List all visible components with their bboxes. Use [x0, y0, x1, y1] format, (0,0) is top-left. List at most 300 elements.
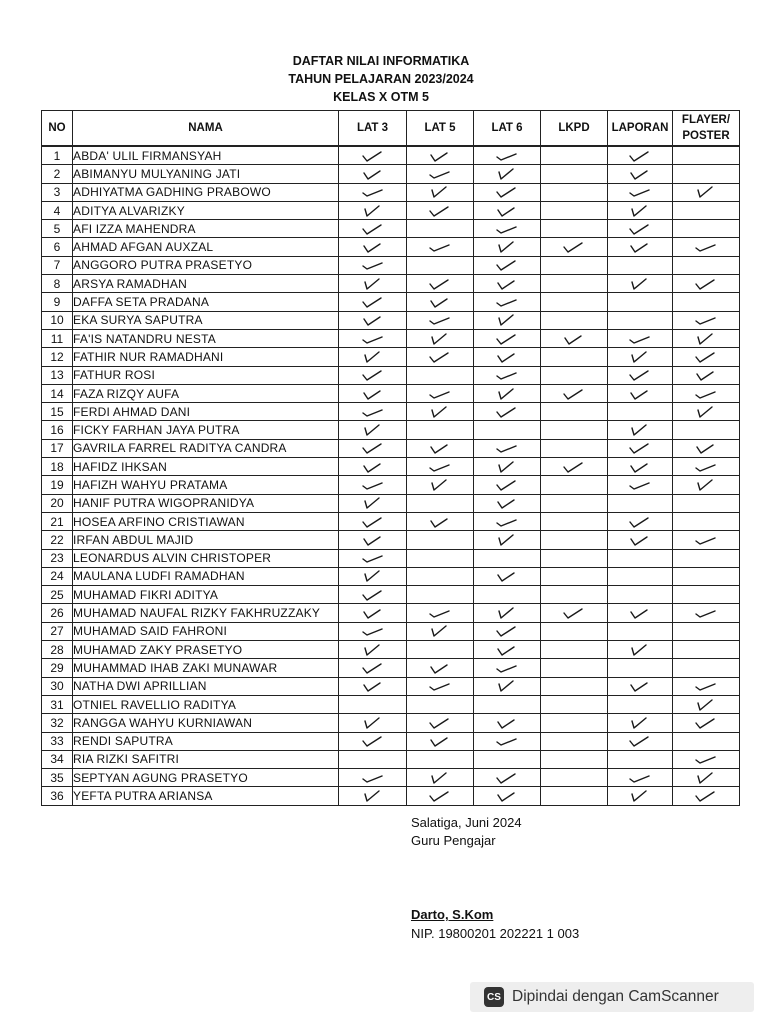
mark-cell-lat3 — [339, 586, 407, 604]
mark-cell-laporan — [608, 714, 673, 732]
mark-cell-laporan — [608, 586, 673, 604]
handwritten-check-icon — [628, 734, 652, 748]
mark-cell-lat5 — [407, 695, 474, 713]
mark-cell-lat6 — [474, 439, 541, 457]
student-no: 4 — [42, 201, 73, 219]
mark-cell-lat6 — [474, 586, 541, 604]
handwritten-check-icon — [495, 258, 519, 272]
mark-cell-laporan — [608, 769, 673, 787]
handwritten-check-icon — [495, 460, 519, 474]
student-no: 28 — [42, 641, 73, 659]
mark-cell-lat3 — [339, 329, 407, 347]
student-no: 5 — [42, 220, 73, 238]
student-name: ABIMANYU MULYANING JATI — [73, 165, 339, 183]
table-row — [42, 293, 740, 311]
teacher-name: Darto, S.Kom — [411, 907, 494, 922]
student-name: SEPTYAN AGUNG PRASETYO — [73, 769, 339, 787]
student-name: MUHAMAD NAUFAL RIZKY FAKHRUZZAKY — [73, 604, 339, 622]
mark-cell-lat6 — [474, 421, 541, 439]
table-row — [42, 476, 740, 494]
handwritten-check-icon — [495, 716, 519, 730]
student-name: ANGGORO PUTRA PRASETYO — [73, 256, 339, 274]
handwritten-check-icon — [361, 441, 385, 455]
handwritten-check-icon — [694, 752, 718, 766]
mark-cell-lkpd — [541, 293, 608, 311]
mark-cell-flayer — [673, 366, 740, 384]
mark-cell-lat5 — [407, 439, 474, 457]
student-no: 24 — [42, 567, 73, 585]
student-name: HOSEA ARFINO CRISTIAWAN — [73, 512, 339, 530]
handwritten-check-icon — [694, 533, 718, 547]
handwritten-check-icon — [428, 204, 452, 218]
table-row — [42, 659, 740, 677]
handwritten-check-icon — [495, 350, 519, 364]
student-no: 10 — [42, 311, 73, 329]
mark-cell-lat5 — [407, 604, 474, 622]
handwritten-check-icon — [628, 204, 652, 218]
mark-cell-lat5 — [407, 512, 474, 530]
title-line-2: TAHUN PELAJARAN 2023/2024 — [288, 72, 474, 86]
student-no: 1 — [42, 146, 73, 165]
mark-cell-lat6 — [474, 220, 541, 238]
student-no: 9 — [42, 293, 73, 311]
mark-cell-laporan — [608, 604, 673, 622]
student-no: 35 — [42, 769, 73, 787]
mark-cell-lkpd — [541, 421, 608, 439]
mark-cell-flayer — [673, 293, 740, 311]
student-no: 7 — [42, 256, 73, 274]
handwritten-check-icon — [361, 643, 385, 657]
handwritten-check-icon — [694, 277, 718, 291]
header-laporan: LAPORAN — [608, 111, 673, 147]
mark-cell-flayer — [673, 494, 740, 512]
mark-cell-lat3 — [339, 622, 407, 640]
table-row — [42, 238, 740, 256]
mark-cell-laporan — [608, 458, 673, 476]
mark-cell-laporan — [608, 439, 673, 457]
student-name: MUHAMAD SAID FAHRONI — [73, 622, 339, 640]
table-row — [42, 769, 740, 787]
mark-cell-lat5 — [407, 531, 474, 549]
handwritten-check-icon — [495, 624, 519, 638]
handwritten-check-icon — [361, 332, 385, 346]
handwritten-check-icon — [428, 295, 452, 309]
handwritten-check-icon — [495, 734, 519, 748]
mark-cell-flayer — [673, 403, 740, 421]
header-flayer-poster — [673, 111, 740, 147]
mark-cell-flayer — [673, 146, 740, 165]
mark-cell-flayer — [673, 659, 740, 677]
mark-cell-flayer — [673, 512, 740, 530]
mark-cell-lat6 — [474, 275, 541, 293]
handwritten-check-icon — [495, 405, 519, 419]
table-row — [42, 750, 740, 768]
mark-cell-lkpd — [541, 238, 608, 256]
mark-cell-lkpd — [541, 622, 608, 640]
handwritten-check-icon — [628, 716, 652, 730]
mark-cell-lkpd — [541, 329, 608, 347]
handwritten-check-icon — [495, 679, 519, 693]
handwritten-check-icon — [361, 368, 385, 382]
mark-cell-lkpd — [541, 458, 608, 476]
mark-cell-lat3 — [339, 494, 407, 512]
handwritten-check-icon — [694, 368, 718, 382]
mark-cell-lat3 — [339, 348, 407, 366]
mark-cell-laporan — [608, 201, 673, 219]
mark-cell-flayer — [673, 531, 740, 549]
mark-cell-lat3 — [339, 641, 407, 659]
student-no: 31 — [42, 695, 73, 713]
footer-place-date: Salatiga, Juni 2024 — [411, 815, 522, 830]
mark-cell-lat6 — [474, 567, 541, 585]
student-no: 6 — [42, 238, 73, 256]
mark-cell-lkpd — [541, 512, 608, 530]
handwritten-check-icon — [495, 149, 519, 163]
mark-cell-laporan — [608, 732, 673, 750]
mark-cell-lat6 — [474, 604, 541, 622]
student-name: RENDI SAPUTRA — [73, 732, 339, 750]
student-no: 13 — [42, 366, 73, 384]
mark-cell-lat6 — [474, 531, 541, 549]
mark-cell-lat3 — [339, 567, 407, 585]
header-lat5: LAT 5 — [407, 111, 474, 147]
mark-cell-lkpd — [541, 165, 608, 183]
student-name: ARSYA RAMADHAN — [73, 275, 339, 293]
handwritten-check-icon — [694, 350, 718, 364]
table-row — [42, 329, 740, 347]
mark-cell-lat6 — [474, 238, 541, 256]
mark-cell-lkpd — [541, 384, 608, 402]
handwritten-check-icon — [694, 313, 718, 327]
table-row — [42, 256, 740, 274]
student-name: HAFIZH WAHYU PRATAMA — [73, 476, 339, 494]
student-no: 25 — [42, 586, 73, 604]
mark-cell-lkpd — [541, 366, 608, 384]
handwritten-check-icon — [428, 771, 452, 785]
handwritten-check-icon — [694, 771, 718, 785]
table-row — [42, 714, 740, 732]
handwritten-check-icon — [428, 167, 452, 181]
table-row — [42, 201, 740, 219]
handwritten-check-icon — [361, 258, 385, 272]
header-flayer-line2: POSTER — [682, 130, 730, 142]
mark-cell-lkpd — [541, 146, 608, 165]
handwritten-check-icon — [361, 716, 385, 730]
mark-cell-lat5 — [407, 476, 474, 494]
table-row — [42, 586, 740, 604]
mark-cell-lat3 — [339, 421, 407, 439]
mark-cell-laporan — [608, 256, 673, 274]
mark-cell-lat3 — [339, 458, 407, 476]
handwritten-check-icon — [361, 496, 385, 510]
table-row — [42, 366, 740, 384]
mark-cell-lkpd — [541, 494, 608, 512]
handwritten-check-icon — [428, 350, 452, 364]
student-no: 14 — [42, 384, 73, 402]
handwritten-check-icon — [628, 277, 652, 291]
handwritten-check-icon — [694, 679, 718, 693]
handwritten-check-icon — [694, 332, 718, 346]
handwritten-check-icon — [428, 387, 452, 401]
table-row — [42, 677, 740, 695]
student-no: 15 — [42, 403, 73, 421]
student-no: 30 — [42, 677, 73, 695]
handwritten-check-icon — [495, 441, 519, 455]
mark-cell-lat3 — [339, 256, 407, 274]
student-no: 32 — [42, 714, 73, 732]
mark-cell-lat5 — [407, 348, 474, 366]
student-no: 18 — [42, 458, 73, 476]
mark-cell-flayer — [673, 384, 740, 402]
mark-cell-lat6 — [474, 750, 541, 768]
mark-cell-lkpd — [541, 659, 608, 677]
mark-cell-lat3 — [339, 384, 407, 402]
handwritten-check-icon — [428, 185, 452, 199]
handwritten-check-icon — [694, 478, 718, 492]
mark-cell-laporan — [608, 238, 673, 256]
mark-cell-flayer — [673, 329, 740, 347]
mark-cell-lat5 — [407, 787, 474, 805]
handwritten-check-icon — [361, 515, 385, 529]
handwritten-check-icon — [361, 478, 385, 492]
title-line-1: DAFTAR NILAI INFORMATIKA — [292, 54, 470, 68]
student-name: OTNIEL RAVELLIO RADITYA — [73, 695, 339, 713]
handwritten-check-icon — [495, 569, 519, 583]
mark-cell-laporan — [608, 641, 673, 659]
handwritten-check-icon — [628, 240, 652, 254]
mark-cell-lat6 — [474, 384, 541, 402]
handwritten-check-icon — [628, 423, 652, 437]
mark-cell-lat6 — [474, 165, 541, 183]
mark-cell-lat3 — [339, 183, 407, 201]
mark-cell-lat5 — [407, 659, 474, 677]
mark-cell-flayer — [673, 348, 740, 366]
handwritten-check-icon — [694, 405, 718, 419]
mark-cell-lkpd — [541, 531, 608, 549]
student-name: HANIF PUTRA WIGOPRANIDYA — [73, 494, 339, 512]
handwritten-check-icon — [495, 478, 519, 492]
grades-table — [41, 110, 740, 806]
mark-cell-lat3 — [339, 476, 407, 494]
handwritten-check-icon — [428, 679, 452, 693]
student-name: GAVRILA FARREL RADITYA CANDRA — [73, 439, 339, 457]
mark-cell-laporan — [608, 750, 673, 768]
student-no: 8 — [42, 275, 73, 293]
mark-cell-flayer — [673, 567, 740, 585]
handwritten-check-icon — [428, 789, 452, 803]
handwritten-check-icon — [628, 789, 652, 803]
mark-cell-lat5 — [407, 421, 474, 439]
table-row — [42, 531, 740, 549]
mark-cell-flayer — [673, 695, 740, 713]
table-row — [42, 146, 740, 165]
student-name: FERDI AHMAD DANI — [73, 403, 339, 421]
handwritten-check-icon — [428, 441, 452, 455]
handwritten-check-icon — [495, 496, 519, 510]
handwritten-check-icon — [628, 167, 652, 181]
handwritten-check-icon — [628, 643, 652, 657]
mark-cell-lat5 — [407, 201, 474, 219]
mark-cell-laporan — [608, 403, 673, 421]
student-no: 29 — [42, 659, 73, 677]
mark-cell-lat3 — [339, 146, 407, 165]
handwritten-check-icon — [628, 222, 652, 236]
handwritten-check-icon — [628, 460, 652, 474]
handwritten-check-icon — [361, 423, 385, 437]
handwritten-check-icon — [694, 460, 718, 474]
mark-cell-lkpd — [541, 275, 608, 293]
table-row — [42, 549, 740, 567]
mark-cell-lat6 — [474, 494, 541, 512]
table-row — [42, 165, 740, 183]
table-row — [42, 604, 740, 622]
student-no: 34 — [42, 750, 73, 768]
handwritten-check-icon — [428, 460, 452, 474]
camscanner-text: Dipindai dengan CamScanner — [512, 988, 719, 1005]
mark-cell-flayer — [673, 622, 740, 640]
student-no: 26 — [42, 604, 73, 622]
student-name: MUHAMMAD IHAB ZAKI MUNAWAR — [73, 659, 339, 677]
mark-cell-lat5 — [407, 458, 474, 476]
mark-cell-lat3 — [339, 293, 407, 311]
handwritten-check-icon — [361, 405, 385, 419]
handwritten-check-icon — [562, 240, 586, 254]
mark-cell-lat3 — [339, 275, 407, 293]
handwritten-check-icon — [428, 478, 452, 492]
handwritten-check-icon — [361, 569, 385, 583]
student-name: ADITYA ALVARIZKY — [73, 201, 339, 219]
header-lkpd: LKPD — [541, 111, 608, 147]
mark-cell-laporan — [608, 183, 673, 201]
handwritten-check-icon — [428, 277, 452, 291]
mark-cell-flayer — [673, 714, 740, 732]
mark-cell-flayer — [673, 165, 740, 183]
mark-cell-lat6 — [474, 256, 541, 274]
mark-cell-lat5 — [407, 732, 474, 750]
mark-cell-lat3 — [339, 732, 407, 750]
mark-cell-lkpd — [541, 695, 608, 713]
student-name: AFI IZZA MAHENDRA — [73, 220, 339, 238]
teacher-nip: NIP. 19800201 202221 1 003 — [411, 926, 580, 941]
mark-cell-flayer — [673, 476, 740, 494]
mark-cell-laporan — [608, 293, 673, 311]
handwritten-check-icon — [428, 405, 452, 419]
mark-cell-lat3 — [339, 238, 407, 256]
mark-cell-laporan — [608, 622, 673, 640]
student-name: MUHAMAD ZAKY PRASETYO — [73, 641, 339, 659]
mark-cell-lkpd — [541, 201, 608, 219]
mark-cell-laporan — [608, 366, 673, 384]
mark-cell-flayer — [673, 586, 740, 604]
mark-cell-lat6 — [474, 549, 541, 567]
mark-cell-lat6 — [474, 183, 541, 201]
table-row — [42, 494, 740, 512]
handwritten-check-icon — [428, 240, 452, 254]
mark-cell-laporan — [608, 220, 673, 238]
mark-cell-lat6 — [474, 476, 541, 494]
mark-cell-flayer — [673, 604, 740, 622]
mark-cell-flayer — [673, 769, 740, 787]
table-row — [42, 695, 740, 713]
handwritten-check-icon — [562, 387, 586, 401]
student-name: DAFFA SETA PRADANA — [73, 293, 339, 311]
handwritten-check-icon — [562, 460, 586, 474]
mark-cell-lat6 — [474, 348, 541, 366]
mark-cell-lat6 — [474, 787, 541, 805]
mark-cell-lat5 — [407, 238, 474, 256]
student-no: 11 — [42, 329, 73, 347]
handwritten-check-icon — [495, 643, 519, 657]
mark-cell-laporan — [608, 421, 673, 439]
handwritten-check-icon — [361, 661, 385, 675]
table-row — [42, 458, 740, 476]
camscanner-watermark — [470, 982, 754, 1012]
handwritten-check-icon — [628, 606, 652, 620]
handwritten-check-icon — [495, 368, 519, 382]
mark-cell-lat3 — [339, 787, 407, 805]
header-flayer-line1: FLAYER/ — [681, 114, 731, 126]
mark-cell-lkpd — [541, 348, 608, 366]
mark-cell-lat6 — [474, 146, 541, 165]
table-row — [42, 787, 740, 805]
mark-cell-lat3 — [339, 311, 407, 329]
mark-cell-lat6 — [474, 512, 541, 530]
student-no: 33 — [42, 732, 73, 750]
student-name: AHMAD AFGAN AUXZAL — [73, 238, 339, 256]
mark-cell-laporan — [608, 787, 673, 805]
handwritten-check-icon — [361, 771, 385, 785]
mark-cell-flayer — [673, 549, 740, 567]
mark-cell-flayer — [673, 275, 740, 293]
student-no: 2 — [42, 165, 73, 183]
student-no: 22 — [42, 531, 73, 549]
mark-cell-flayer — [673, 750, 740, 768]
handwritten-check-icon — [495, 240, 519, 254]
student-no: 36 — [42, 787, 73, 805]
handwritten-check-icon — [361, 222, 385, 236]
mark-cell-laporan — [608, 512, 673, 530]
mark-cell-lat5 — [407, 256, 474, 274]
mark-cell-lat5 — [407, 220, 474, 238]
handwritten-check-icon — [361, 313, 385, 327]
mark-cell-lat6 — [474, 677, 541, 695]
mark-cell-lkpd — [541, 641, 608, 659]
header-lat6: LAT 6 — [474, 111, 541, 147]
mark-cell-lat3 — [339, 165, 407, 183]
table-row — [42, 275, 740, 293]
mark-cell-lat5 — [407, 366, 474, 384]
table-row — [42, 622, 740, 640]
mark-cell-flayer — [673, 238, 740, 256]
handwritten-check-icon — [361, 149, 385, 163]
student-name: FA'IS NATANDRU NESTA — [73, 329, 339, 347]
mark-cell-laporan — [608, 476, 673, 494]
student-name: FATHUR ROSI — [73, 366, 339, 384]
handwritten-check-icon — [628, 185, 652, 199]
mark-cell-laporan — [608, 329, 673, 347]
mark-cell-lat3 — [339, 439, 407, 457]
handwritten-check-icon — [495, 533, 519, 547]
handwritten-check-icon — [361, 588, 385, 602]
mark-cell-lat3 — [339, 769, 407, 787]
student-name: FATHIR NUR RAMADHANI — [73, 348, 339, 366]
table-row — [42, 439, 740, 457]
mark-cell-lat3 — [339, 695, 407, 713]
student-name: HAFIDZ IHKSAN — [73, 458, 339, 476]
mark-cell-lkpd — [541, 769, 608, 787]
mark-cell-flayer — [673, 641, 740, 659]
handwritten-check-icon — [628, 350, 652, 364]
